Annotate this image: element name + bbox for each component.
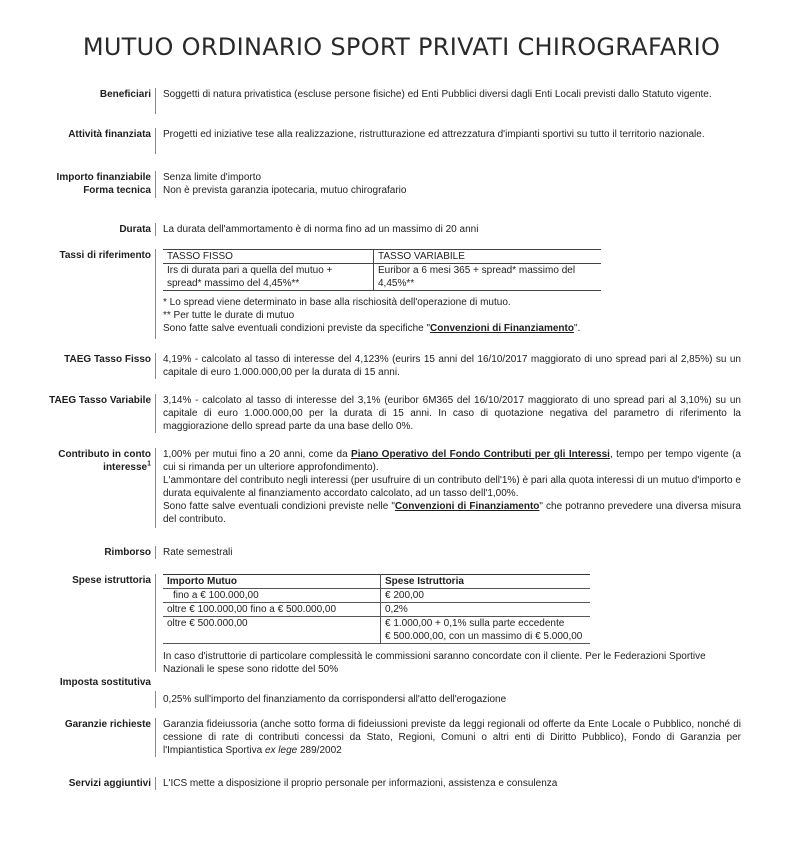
divider	[155, 448, 156, 528]
spese-header-spese: Spese Istruttoria	[381, 575, 591, 589]
spese-header-importo: Importo Mutuo	[163, 575, 381, 589]
tassi-header-fisso: TASSO FISSO	[163, 250, 374, 264]
spese-cell-importo: oltre € 500.000,00	[163, 617, 381, 644]
value-durata: La durata dell'ammortamento è di norma fino ad un massimo di 20 anni	[163, 224, 479, 235]
tassi-cell-variabile: Euribor a 6 mesi 365 + spread* massimo del 4,45%**	[374, 264, 602, 291]
value-rimborso: Rate semestrali	[163, 547, 233, 558]
label-durata: Durata	[119, 224, 151, 235]
label-imposta: Imposta sostitutiva	[59, 677, 151, 688]
divider	[155, 88, 156, 114]
divider	[155, 223, 156, 236]
tassi-cell-fisso: Irs di durata pari a quella del mutuo + spread* massimo del 4,45%**	[163, 264, 374, 291]
value-beneficiari: Soggetti di natura privatistica (escluse persone fisiche) ed Enti Pubblici diversi dagli Enti Locali previsti dallo Statuto vigente.	[163, 89, 712, 100]
divider	[155, 353, 156, 379]
spese-cell-importo: oltre € 100.000,00 fino a € 500.000,00	[163, 603, 381, 617]
table-row	[163, 617, 590, 644]
spese-cell-line2: € 500.000,00, con un massimo di € 5.000,00	[385, 631, 583, 642]
value-forma-tecnica: Non è prevista garanzia ipotecaria, mutuo chirografario	[163, 185, 407, 196]
label-beneficiari: Beneficiari	[99, 89, 151, 100]
divider	[155, 394, 156, 433]
paragraph-text: Sono fatte salve eventuali condizioni previste nelle "	[163, 501, 395, 512]
paragraph-text: 1,00% per mutui fino a 20 anni, come da	[163, 449, 352, 460]
value-taeg-fisso: 4,19% - calcolato al tasso di interesse del 4,123% (eurirs 15 anni del 16/10/2017 maggiorato di uno spread pari al 2,85%) su un capitale di euro 1.000.000,00 per la durata di 15 anni.	[163, 354, 741, 378]
divider	[155, 128, 156, 154]
label-forma-tecnica: Forma tecnica	[83, 185, 151, 196]
tassi-notes	[163, 296, 741, 335]
tassi-note-convenzioni	[163, 322, 741, 335]
table-row	[163, 603, 590, 617]
divider	[155, 171, 156, 198]
label-attivita: Attività finanziata	[68, 129, 151, 140]
divider	[155, 249, 156, 339]
label-contributo	[58, 448, 151, 474]
spese-cell-spese: 0,2%	[381, 603, 591, 617]
divider	[155, 718, 156, 757]
piano-operativo-link[interactable]: Piano Operativo del Fondo Contributi per gli Interessi	[351, 449, 610, 460]
paragraph-text: " che potranno prevedere una diversa misura del contributo.	[163, 501, 741, 525]
garanzie-text: Garanzia fideiussoria (anche sotto forma di fideiussioni previste da leggi regionali od offerte da Ente Locale o Pubblico, nonché di cessione di rate di contributi concessi da Stato, Regioni, Comuni o altri enti di Diritto Pubblico), Fondo di Garanzia per l'Impiantistica Sportiva	[163, 719, 741, 756]
label-tassi: Tassi di riferimento	[59, 250, 151, 261]
value-garanzie	[163, 718, 741, 757]
garanzie-text: 289/2002	[297, 745, 342, 756]
value-servizi: L'ICS mette a disposizione il proprio personale per informazioni, assistenza e consulenza	[163, 778, 558, 789]
divider	[155, 777, 156, 790]
tassi-note-durate: ** Per tutte le durate di mutuo	[163, 310, 295, 321]
spese-cell-spese	[381, 617, 591, 644]
divider	[155, 691, 156, 708]
contributo-paragraph-3	[163, 500, 741, 526]
label-contributo-line2: interesse	[103, 462, 148, 473]
convenzioni-link[interactable]: Convenzioni di Finanziamento	[394, 501, 540, 512]
value-contributo	[163, 448, 741, 526]
value-imposta: 0,25% sull'importo del finanziamento da corrispondersi all'atto dell'erogazione	[163, 694, 507, 705]
value-importo: Senza limite d'importo	[163, 172, 262, 183]
convenzioni-link[interactable]: Convenzioni di Finanziamento	[430, 323, 574, 334]
tassi-table	[163, 249, 601, 291]
label-taeg-fisso: TAEG Tasso Fisso	[64, 354, 151, 365]
label-spese: Spese istruttoria	[72, 575, 151, 586]
label-servizi: Servizi aggiuntivi	[68, 778, 151, 789]
note-text: ".	[573, 323, 581, 334]
spese-cell-spese: € 200,00	[381, 589, 591, 603]
tassi-note-spread: * Lo spread viene determinato in base alla rischiosità dell'operazione di mutuo.	[163, 297, 511, 308]
spese-table	[163, 574, 590, 644]
divider	[155, 574, 156, 672]
tassi-header-variabile: TASSO VARIABILE	[374, 250, 602, 264]
note-text: Sono fatte salve eventuali condizioni previste da specifiche "	[163, 323, 431, 334]
spese-cell-importo: fino a € 100.000,00	[163, 589, 381, 603]
spese-note: In caso d'istruttorie di particolare complessità le commissioni saranno concordate con il cliente. Per le Federazioni Sportive Nazionali le spese sono ridotte del 50%	[163, 651, 706, 675]
paragraph-text: , tempo per tempo vigente (a cui si rimanda per un ulteriore approfondimento).	[163, 449, 741, 473]
garanzie-italic: ex lege	[264, 745, 298, 756]
label-contributo-line1: Contributo in conto	[58, 449, 151, 460]
label-importo: Importo finanziabile	[56, 172, 151, 183]
contributo-paragraph-1	[163, 448, 741, 474]
value-attivita: Progetti ed iniziative tese alla realizzazione, ristrutturazione ed attrezzatura d'impianti sportivi su tutto il territorio nazionale.	[163, 129, 705, 140]
divider	[155, 546, 156, 559]
label-taeg-variabile: TAEG Tasso Variabile	[49, 395, 151, 406]
footnote-marker: 1	[147, 460, 151, 468]
page-title: MUTUO ORDINARIO SPORT PRIVATI CHIROGRAFARIO	[82, 33, 721, 61]
label-garanzie: Garanzie richieste	[64, 719, 151, 730]
label-rimborso: Rimborso	[104, 547, 151, 558]
table-row	[163, 589, 590, 603]
value-taeg-variabile: 3,14% - calcolato al tasso di interesse del 3,1% (euribor 6M365 del 16/10/2017 maggiorato di uno spread pari al 3,10%) su un capitale di euro 1.000.000,00 per la durata di 15 anni. In caso di quotazione negativa del parametro di riferimento la maggiorazione dello spread parte da una base dello 0%.	[163, 395, 741, 432]
spese-cell-line1: € 1.000,00 + 0,1% sulla parte eccedente	[385, 618, 565, 629]
contributo-paragraph-2: L'ammontare del contributo negli interessi (per usufruire di un contributo dell'1%) è pari alla quota interessi di un mutuo d'importo e durata equivalente al finanziamento accordato calcolato, ad un tasso dell'1,00%.	[163, 475, 741, 499]
